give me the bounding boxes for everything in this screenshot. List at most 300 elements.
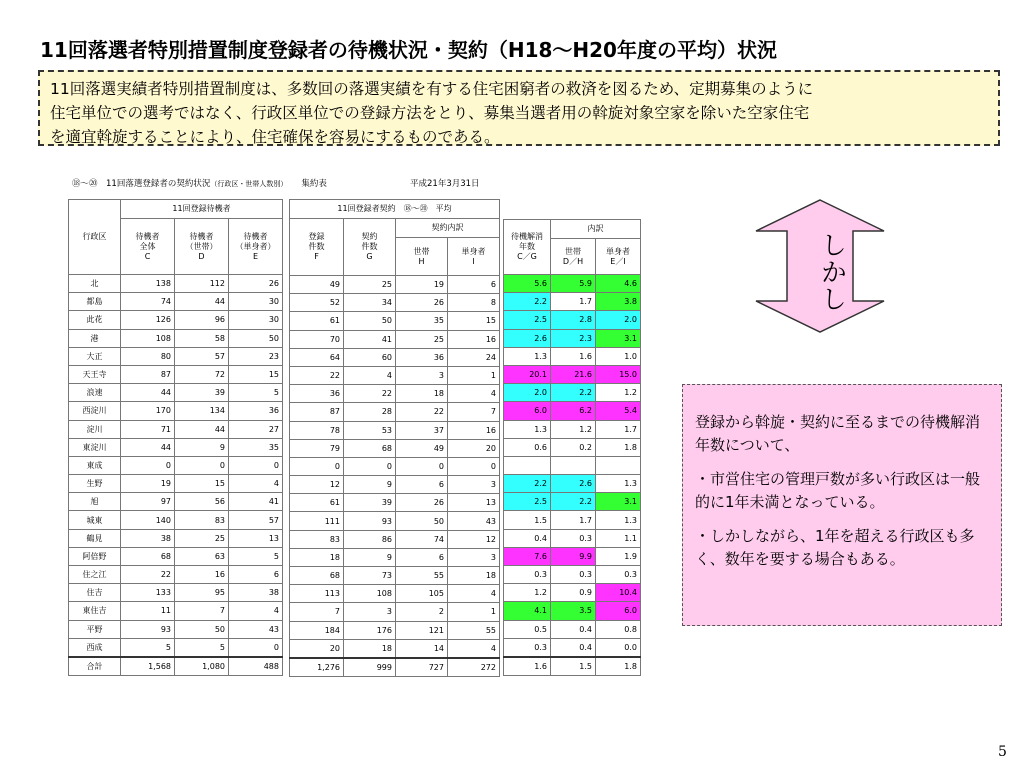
arrow-label: し か し (821, 231, 847, 314)
value-cell-c: 11 (121, 602, 175, 620)
value-cell-ei: 1.3 (596, 511, 641, 529)
value-cell-f: 79 (290, 439, 344, 457)
value-cell-d: 58 (175, 329, 229, 347)
table-row (290, 530, 500, 548)
value-cell-i: 24 (448, 348, 500, 366)
table-row (290, 494, 500, 512)
value-cell-c: 108 (121, 329, 175, 347)
value-cell-dh: 9.9 (551, 547, 596, 565)
total-cell-c: 1,568 (121, 657, 175, 676)
value-cell-h: 0 (396, 457, 448, 475)
waiting-table (68, 199, 283, 676)
value-cell-e: 13 (229, 529, 283, 547)
value-cell-d: 44 (175, 293, 229, 311)
header-f: 登録 件数 F (290, 219, 344, 276)
table-row (290, 294, 500, 312)
value-cell-e: 35 (229, 438, 283, 456)
table-row (69, 493, 283, 511)
table-row (290, 403, 500, 421)
value-cell-g: 68 (344, 439, 396, 457)
value-cell-c: 71 (121, 420, 175, 438)
table-row (504, 511, 641, 529)
table-row (290, 548, 500, 566)
note-box (682, 384, 1002, 626)
value-cell-g: 3 (344, 603, 396, 621)
value-cell-g: 73 (344, 567, 396, 585)
note-paragraph: ・市営住宅の管理戸数が多い行政区は一般的に1年未満となっている。 (695, 470, 981, 511)
value-cell-f: 12 (290, 476, 344, 494)
value-cell-e: 6 (229, 566, 283, 584)
value-cell-cg: 1.3 (504, 420, 551, 438)
total-cell-g: 999 (344, 658, 396, 677)
ward-name-cell: 大正 (69, 347, 121, 365)
value-cell-cg: 1.5 (504, 511, 551, 529)
table-date: 平成21年3月31日 (410, 179, 480, 189)
value-cell-g: 22 (344, 385, 396, 403)
table-row (69, 584, 283, 602)
value-cell-cg: 1.3 (504, 347, 551, 365)
table-row (69, 438, 283, 456)
value-cell-cg: 1.2 (504, 584, 551, 602)
value-cell-c: 97 (121, 493, 175, 511)
value-cell-cg: 0.5 (504, 620, 551, 638)
table-row (290, 567, 500, 585)
value-cell-ei: 1.1 (596, 529, 641, 547)
value-cell-e: 4 (229, 475, 283, 493)
value-cell-dh: 0.3 (551, 566, 596, 584)
value-cell-ei: 0.8 (596, 620, 641, 638)
table-row (504, 293, 641, 311)
value-cell-d: 63 (175, 547, 229, 565)
value-cell-c: 170 (121, 402, 175, 420)
value-cell-cg: 0.3 (504, 638, 551, 657)
value-cell-i: 1 (448, 603, 500, 621)
value-cell-dh (551, 456, 596, 474)
header-g: 契約 件数 G (344, 219, 396, 276)
table-row (290, 312, 500, 330)
value-cell-e: 36 (229, 402, 283, 420)
header-dh: 世帯 D／H (551, 239, 596, 275)
value-cell-cg: 2.2 (504, 475, 551, 493)
table-row (290, 476, 500, 494)
note-paragraph: 登録から斡旋・契約に至るまでの待機解消年数について、 (695, 413, 981, 454)
value-cell-dh: 1.2 (551, 420, 596, 438)
header-group-waiting: 11回登録待機者 (121, 200, 283, 219)
table-caption-paren: （行政区・世帯人数別） (210, 180, 288, 188)
value-cell-d: 7 (175, 602, 229, 620)
value-cell-d: 56 (175, 493, 229, 511)
table-row (504, 584, 641, 602)
header-cg: 待機解消 年数 C／G (504, 220, 551, 275)
value-cell-d: 39 (175, 384, 229, 402)
value-cell-e: 30 (229, 311, 283, 329)
value-cell-dh: 2.8 (551, 311, 596, 329)
value-cell-f: 20 (290, 639, 344, 658)
value-cell-i: 4 (448, 585, 500, 603)
total-cell-cg: 1.6 (504, 657, 551, 676)
value-cell-g: 28 (344, 403, 396, 421)
table-row (69, 365, 283, 383)
value-cell-cg: 2.6 (504, 329, 551, 347)
value-cell-h: 14 (396, 639, 448, 658)
ward-name-cell: 都島 (69, 293, 121, 311)
value-cell-d: 57 (175, 347, 229, 365)
value-cell-f: 70 (290, 330, 344, 348)
value-cell-h: 55 (396, 567, 448, 585)
value-cell-i: 3 (448, 476, 500, 494)
value-cell-e: 5 (229, 547, 283, 565)
table-caption-prefix: ⑱～⑳ 11回落選登録者の契約状況 (72, 179, 211, 189)
value-cell-dh: 0.3 (551, 529, 596, 547)
table-row (69, 475, 283, 493)
ward-name-cell: 淀川 (69, 420, 121, 438)
value-cell-f: 78 (290, 421, 344, 439)
value-cell-e: 4 (229, 602, 283, 620)
ward-name-cell: 西成 (69, 638, 121, 657)
table-row (69, 329, 283, 347)
value-cell-ei: 0.0 (596, 638, 641, 657)
value-cell-g: 108 (344, 585, 396, 603)
ward-name-cell: 城東 (69, 511, 121, 529)
value-cell-h: 25 (396, 330, 448, 348)
value-cell-g: 53 (344, 421, 396, 439)
total-cell-i: 272 (448, 658, 500, 677)
intro-line: 11回落選実績者特別措置制度は、多数回の落選実績を有する住宅困窮者の救済を図るため、定期募集のように (50, 80, 814, 98)
value-cell-g: 9 (344, 548, 396, 566)
table-row (504, 566, 641, 584)
total-cell-dh: 1.5 (551, 657, 596, 676)
table-row (504, 456, 641, 474)
table-row (290, 621, 500, 639)
header-contract-breakdown: 契約内訳 (396, 219, 500, 238)
table-row (290, 585, 500, 603)
ward-name-cell: 生野 (69, 475, 121, 493)
value-cell-c: 5 (121, 638, 175, 657)
value-cell-c: 19 (121, 475, 175, 493)
note-paragraph: ・しかしながら、1年を超える行政区も多く、数年を要する場合もある。 (695, 527, 975, 568)
value-cell-i: 3 (448, 548, 500, 566)
value-cell-h: 121 (396, 621, 448, 639)
value-cell-f: 64 (290, 348, 344, 366)
value-cell-f: 61 (290, 494, 344, 512)
table-row (504, 311, 641, 329)
value-cell-i: 16 (448, 421, 500, 439)
value-cell-c: 138 (121, 275, 175, 293)
value-cell-e: 26 (229, 275, 283, 293)
value-cell-i: 8 (448, 294, 500, 312)
value-cell-d: 44 (175, 420, 229, 438)
table-row (290, 421, 500, 439)
value-cell-cg: 0.6 (504, 438, 551, 456)
value-cell-f: 61 (290, 312, 344, 330)
header-e: 待機者 （単身者） E (229, 219, 283, 275)
value-cell-dh: 5.9 (551, 275, 596, 293)
header-ei: 単身者 E／I (596, 239, 641, 275)
value-cell-e: 0 (229, 456, 283, 474)
value-cell-d: 134 (175, 402, 229, 420)
value-cell-dh: 0.4 (551, 638, 596, 657)
value-cell-h: 49 (396, 439, 448, 457)
value-cell-c: 0 (121, 456, 175, 474)
value-cell-cg: 20.1 (504, 365, 551, 383)
table-row (290, 457, 500, 475)
value-cell-e: 23 (229, 347, 283, 365)
table-row (504, 384, 641, 402)
value-cell-d: 0 (175, 456, 229, 474)
value-cell-dh: 1.7 (551, 293, 596, 311)
value-cell-f: 36 (290, 385, 344, 403)
value-cell-h: 6 (396, 548, 448, 566)
table-row (504, 475, 641, 493)
header-c: 待機者 全体 C (121, 219, 175, 275)
table-row (69, 384, 283, 402)
value-cell-e: 57 (229, 511, 283, 529)
value-cell-cg: 2.5 (504, 311, 551, 329)
table-row (290, 276, 500, 294)
table-row (290, 330, 500, 348)
value-cell-h: 3 (396, 366, 448, 384)
value-cell-cg: 0.4 (504, 529, 551, 547)
value-cell-dh: 0.4 (551, 620, 596, 638)
table-row (69, 420, 283, 438)
table-row (290, 366, 500, 384)
value-cell-g: 93 (344, 512, 396, 530)
table-caption-suffix: 集約表 (301, 179, 327, 189)
value-cell-c: 44 (121, 384, 175, 402)
intro-line: 住宅単位での選考ではなく、行政区単位での登録方法をとり、募集当選者用の斡旋対象空家を除いた空家住宅 (50, 104, 810, 122)
table-row (504, 347, 641, 365)
value-cell-d: 95 (175, 584, 229, 602)
table-row (69, 311, 283, 329)
ratio-table (503, 219, 641, 676)
value-cell-ei: 5.4 (596, 402, 641, 420)
ward-name-cell: 港 (69, 329, 121, 347)
table-row (69, 275, 283, 293)
value-cell-d: 5 (175, 638, 229, 657)
table-row (504, 329, 641, 347)
value-cell-f: 184 (290, 621, 344, 639)
ward-name-cell: 鶴見 (69, 529, 121, 547)
intro-box (38, 70, 1000, 146)
ward-name-cell: 天王寺 (69, 365, 121, 383)
table-row (290, 512, 500, 530)
value-cell-dh: 0.9 (551, 584, 596, 602)
value-cell-d: 15 (175, 475, 229, 493)
table-row (69, 620, 283, 638)
value-cell-ei: 1.3 (596, 475, 641, 493)
total-row (69, 657, 283, 676)
value-cell-c: 22 (121, 566, 175, 584)
value-cell-d: 112 (175, 275, 229, 293)
value-cell-i: 55 (448, 621, 500, 639)
value-cell-cg: 2.0 (504, 384, 551, 402)
value-cell-h: 36 (396, 348, 448, 366)
value-cell-f: 22 (290, 366, 344, 384)
table-row (504, 365, 641, 383)
header-breakdown: 内訳 (551, 220, 641, 239)
value-cell-c: 93 (121, 620, 175, 638)
ward-name-cell: 東成 (69, 456, 121, 474)
table-row (69, 511, 283, 529)
table-caption (72, 177, 327, 189)
value-cell-i: 0 (448, 457, 500, 475)
value-cell-ei: 3.1 (596, 329, 641, 347)
page-number: 5 (998, 744, 1007, 760)
value-cell-i: 4 (448, 639, 500, 658)
ward-name-cell: 阿倍野 (69, 547, 121, 565)
value-cell-h: 50 (396, 512, 448, 530)
value-cell-c: 126 (121, 311, 175, 329)
value-cell-h: 6 (396, 476, 448, 494)
value-cell-ei: 10.4 (596, 584, 641, 602)
value-cell-f: 83 (290, 530, 344, 548)
header-h: 世帯 H (396, 238, 448, 276)
table-row (290, 439, 500, 457)
ward-name-cell: 住之江 (69, 566, 121, 584)
ward-name-cell: 住吉 (69, 584, 121, 602)
table-row (69, 347, 283, 365)
header-d: 待機者 （世帯） D (175, 219, 229, 275)
value-cell-dh: 3.5 (551, 602, 596, 620)
table-row (69, 529, 283, 547)
table-row (290, 639, 500, 658)
value-cell-e: 30 (229, 293, 283, 311)
value-cell-i: 4 (448, 385, 500, 403)
total-cell-e: 488 (229, 657, 283, 676)
value-cell-ei: 1.7 (596, 420, 641, 438)
value-cell-cg (504, 456, 551, 474)
value-cell-cg: 7.6 (504, 547, 551, 565)
table-row (69, 456, 283, 474)
value-cell-ei: 3.1 (596, 493, 641, 511)
value-cell-c: 38 (121, 529, 175, 547)
value-cell-i: 12 (448, 530, 500, 548)
value-cell-dh: 2.2 (551, 493, 596, 511)
value-cell-d: 25 (175, 529, 229, 547)
table-row (290, 348, 500, 366)
value-cell-cg: 2.2 (504, 293, 551, 311)
contract-table (289, 199, 500, 677)
value-cell-dh: 6.2 (551, 402, 596, 420)
value-cell-cg: 0.3 (504, 566, 551, 584)
value-cell-ei: 15.0 (596, 365, 641, 383)
value-cell-c: 80 (121, 347, 175, 365)
value-cell-e: 0 (229, 638, 283, 657)
value-cell-f: 111 (290, 512, 344, 530)
value-cell-i: 7 (448, 403, 500, 421)
table-row (69, 547, 283, 565)
page-title: 11回落選者特別措置制度登録者の待機状況・契約（H18～H20年度の平均）状況 (40, 38, 777, 62)
header-ward: 行政区 (69, 200, 121, 275)
value-cell-d: 9 (175, 438, 229, 456)
table-row (504, 402, 641, 420)
value-cell-c: 87 (121, 365, 175, 383)
value-cell-d: 50 (175, 620, 229, 638)
ward-name-cell: 西淀川 (69, 402, 121, 420)
value-cell-dh: 2.3 (551, 329, 596, 347)
value-cell-g: 34 (344, 294, 396, 312)
value-cell-i: 16 (448, 330, 500, 348)
header-i: 単身者 I (448, 238, 500, 276)
value-cell-f: 52 (290, 294, 344, 312)
value-cell-h: 22 (396, 403, 448, 421)
value-cell-ei: 0.3 (596, 566, 641, 584)
value-cell-e: 5 (229, 384, 283, 402)
value-cell-i: 1 (448, 366, 500, 384)
value-cell-h: 37 (396, 421, 448, 439)
value-cell-c: 74 (121, 293, 175, 311)
value-cell-ei: 1.9 (596, 547, 641, 565)
value-cell-f: 49 (290, 276, 344, 294)
value-cell-g: 0 (344, 457, 396, 475)
table-row (290, 603, 500, 621)
total-cell-ei: 1.8 (596, 657, 641, 676)
value-cell-h: 26 (396, 494, 448, 512)
value-cell-h: 2 (396, 603, 448, 621)
value-cell-ei: 1.8 (596, 438, 641, 456)
value-cell-dh: 2.2 (551, 384, 596, 402)
value-cell-ei: 1.0 (596, 347, 641, 365)
ward-name-cell: 此花 (69, 311, 121, 329)
value-cell-h: 19 (396, 276, 448, 294)
value-cell-dh: 0.2 (551, 438, 596, 456)
value-cell-g: 176 (344, 621, 396, 639)
value-cell-g: 18 (344, 639, 396, 658)
value-cell-g: 60 (344, 348, 396, 366)
value-cell-cg: 2.5 (504, 493, 551, 511)
table-row (504, 493, 641, 511)
value-cell-h: 26 (396, 294, 448, 312)
value-cell-ei: 2.0 (596, 311, 641, 329)
value-cell-f: 113 (290, 585, 344, 603)
table-row (69, 602, 283, 620)
value-cell-e: 27 (229, 420, 283, 438)
value-cell-cg: 5.6 (504, 275, 551, 293)
value-cell-g: 4 (344, 366, 396, 384)
ward-name-cell: 北 (69, 275, 121, 293)
ward-name-cell: 旭 (69, 493, 121, 511)
value-cell-g: 25 (344, 276, 396, 294)
value-cell-ei: 1.2 (596, 384, 641, 402)
table-row (69, 293, 283, 311)
value-cell-g: 50 (344, 312, 396, 330)
value-cell-dh: 1.6 (551, 347, 596, 365)
value-cell-dh: 21.6 (551, 365, 596, 383)
table-row (290, 385, 500, 403)
ward-name-cell: 浪速 (69, 384, 121, 402)
value-cell-g: 41 (344, 330, 396, 348)
value-cell-d: 96 (175, 311, 229, 329)
value-cell-e: 15 (229, 365, 283, 383)
value-cell-d: 16 (175, 566, 229, 584)
header-group-contract: 11回登録者契約 ⑱～⑳ 平均 (290, 200, 500, 219)
table-row (504, 638, 641, 657)
ward-name-cell: 東住吉 (69, 602, 121, 620)
total-row (504, 657, 641, 676)
table-row (504, 547, 641, 565)
value-cell-d: 72 (175, 365, 229, 383)
table-row (504, 420, 641, 438)
intro-line: を適宜斡旋することにより、住宅確保を容易にするものである。 (50, 128, 500, 146)
total-cell-h: 727 (396, 658, 448, 677)
value-cell-dh: 1.7 (551, 511, 596, 529)
value-cell-h: 35 (396, 312, 448, 330)
value-cell-e: 43 (229, 620, 283, 638)
value-cell-cg: 4.1 (504, 602, 551, 620)
value-cell-i: 43 (448, 512, 500, 530)
value-cell-h: 105 (396, 585, 448, 603)
value-cell-d: 83 (175, 511, 229, 529)
